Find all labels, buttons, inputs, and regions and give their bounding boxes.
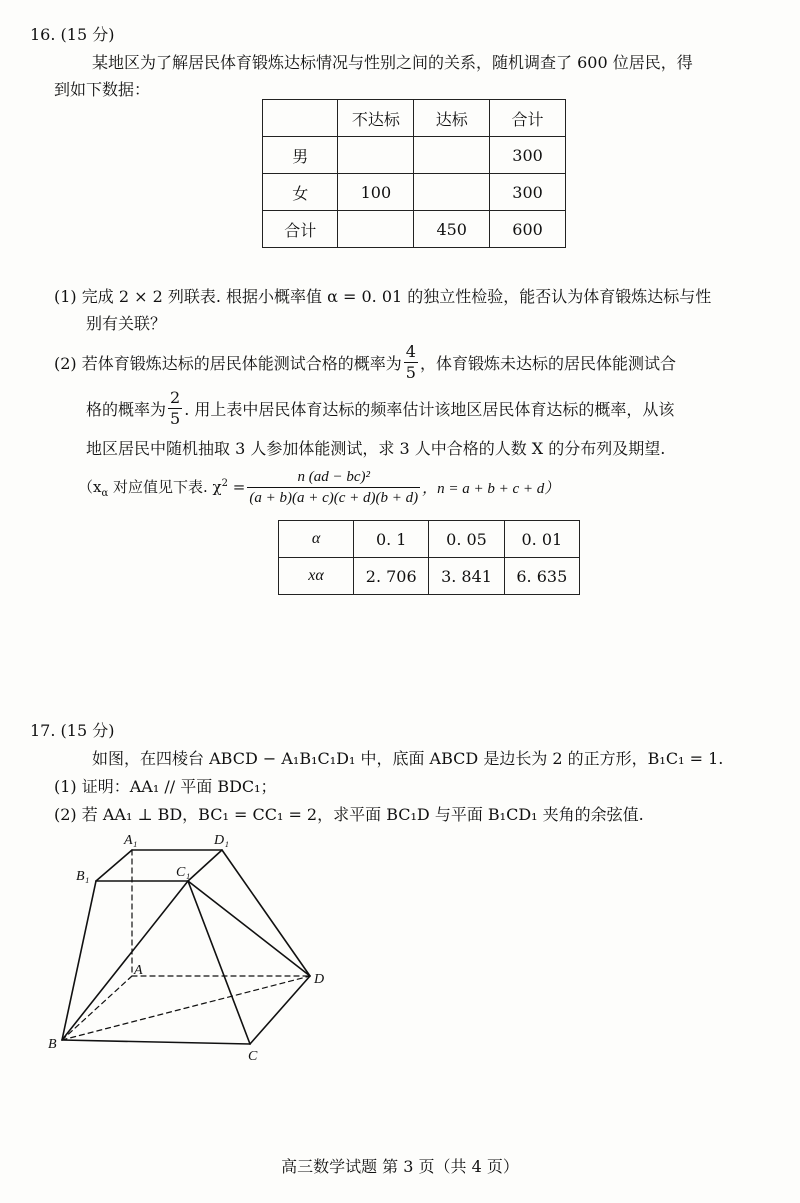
fraction-two-fifths	[168, 388, 182, 429]
fraction-numerator: 4	[405, 341, 416, 361]
edge-b-c	[62, 1040, 250, 1044]
table-cell	[338, 211, 414, 248]
table-row	[263, 137, 566, 174]
label-c1: C₁	[176, 865, 191, 880]
q17-part1: (1) 证明：AA₁ // 平面 BDC₁；	[54, 777, 277, 796]
formula-lead2: 对应值见下表. χ	[108, 477, 222, 496]
hidden-segment-b-d	[62, 976, 310, 1040]
q16-intro-line2: 到如下数据：	[54, 80, 151, 99]
chi-square-numerator: n (ad − bc)²	[247, 467, 420, 488]
table-cell	[338, 137, 414, 174]
edge-b1-b	[62, 881, 96, 1040]
q16-contingency-table	[262, 99, 566, 248]
segment-b-c1	[62, 881, 188, 1040]
edge-d1-d	[222, 850, 310, 976]
label-c: C	[248, 1049, 258, 1064]
fraction-numerator: 2	[170, 387, 181, 407]
q16-part1-line1: (1) 完成 2 × 2 列联表. 根据小概率值 α = 0. 01 的独立性检验，能否认为体育锻炼达标与性	[54, 287, 712, 306]
label-b: B	[48, 1037, 57, 1052]
table-cell: 男	[263, 137, 338, 174]
table-row	[263, 174, 566, 211]
table-cell: 450	[414, 211, 490, 248]
q16-part2-text-a: (2) 若体育锻炼达标的居民体能测试合格的概率为	[54, 353, 402, 373]
table-cell: 6. 635	[504, 558, 579, 595]
table-row	[279, 558, 580, 595]
table-cell	[263, 100, 338, 137]
table-cell: 600	[490, 211, 566, 248]
formula-eq: =	[228, 477, 246, 496]
frustum-figure	[40, 828, 340, 1068]
q16-part2-line2	[86, 386, 674, 430]
table-header: 不达标	[338, 100, 414, 137]
label-d1: D₁	[214, 833, 229, 848]
edge-a1-b1	[96, 850, 132, 881]
table-cell: 合计	[263, 211, 338, 248]
table-cell: 女	[263, 174, 338, 211]
q16-part2-text-c: 格的概率为	[86, 399, 167, 419]
table-cell	[414, 137, 490, 174]
table-header: 达标	[414, 100, 490, 137]
table-header: 合计	[490, 100, 566, 137]
table-cell: 0. 05	[429, 521, 504, 558]
fraction-denominator: 5	[405, 362, 416, 382]
q16-part2-line1	[54, 340, 676, 384]
q17-intro: 如图，在四棱台 ABCD − A₁B₁C₁D₁ 中，底面 ABCD 是边长为 2 的正方形，B₁C₁ = 1.	[92, 749, 724, 768]
table-cell: 100	[338, 174, 414, 211]
q16-part2-text-d: . 用上表中居民体育达标的频率估计该地区居民体育达标的概率，从该	[184, 399, 675, 419]
q16-part1-line2: 别有关联？	[86, 314, 167, 333]
table-cell: xα	[279, 558, 354, 595]
table-row	[263, 211, 566, 248]
fraction-four-fifths	[404, 342, 418, 383]
label-a: A	[134, 963, 143, 978]
table-row	[279, 521, 580, 558]
page-footer: 高三数学试题 第 3 页（共 4 页）	[281, 1157, 519, 1176]
label-b1: B₁	[76, 869, 90, 884]
table-cell: 3. 841	[429, 558, 504, 595]
chi-square-denominator: (a + b)(a + c)(c + d)(b + d)	[249, 489, 419, 506]
fraction-denominator: 5	[170, 408, 181, 428]
q17-header: 17. (15 分)	[30, 721, 115, 740]
q16-formula-line	[78, 464, 559, 510]
q16-intro-line1: 某地区为了解居民体育锻炼达标情况与性别之间的关系，随机调查了 600 位居民，得	[92, 53, 693, 72]
table-cell: α	[279, 521, 354, 558]
table-cell: 300	[490, 174, 566, 211]
table-cell: 2. 706	[354, 558, 429, 595]
table-cell	[414, 174, 490, 211]
table-row	[263, 100, 566, 137]
edge-c-d	[250, 976, 310, 1044]
edge-d1-c1	[188, 850, 222, 881]
q16-alpha-table	[278, 520, 580, 595]
label-a1: A₁	[124, 833, 138, 848]
q16-part2-line3: 地区居民中随机抽取 3 人参加体能测试，求 3 人中合格的人数 X 的分布列及期望.	[86, 439, 666, 458]
table-cell: 0. 1	[354, 521, 429, 558]
table-cell: 300	[490, 137, 566, 174]
table-cell: 0. 01	[504, 521, 579, 558]
formula-lead	[78, 476, 245, 499]
chi-square-fraction	[247, 467, 420, 508]
q16-part2-text-b: ，体育锻炼未达标的居民体能测试合	[419, 353, 676, 373]
label-d: D	[314, 972, 325, 987]
formula-x: （x	[78, 477, 102, 496]
formula-tail: ，n = a + b + c + d）	[422, 480, 560, 497]
formula-sup: 2	[221, 477, 229, 489]
q17-part2: (2) 若 AA₁ ⊥ BD，BC₁ = CC₁ = 2，求平面 BC₁D 与平面 B₁CD₁ 夹角的余弦值.	[54, 805, 644, 824]
formula-sub: α	[101, 487, 109, 499]
q16-header: 16. (15 分)	[30, 25, 115, 44]
